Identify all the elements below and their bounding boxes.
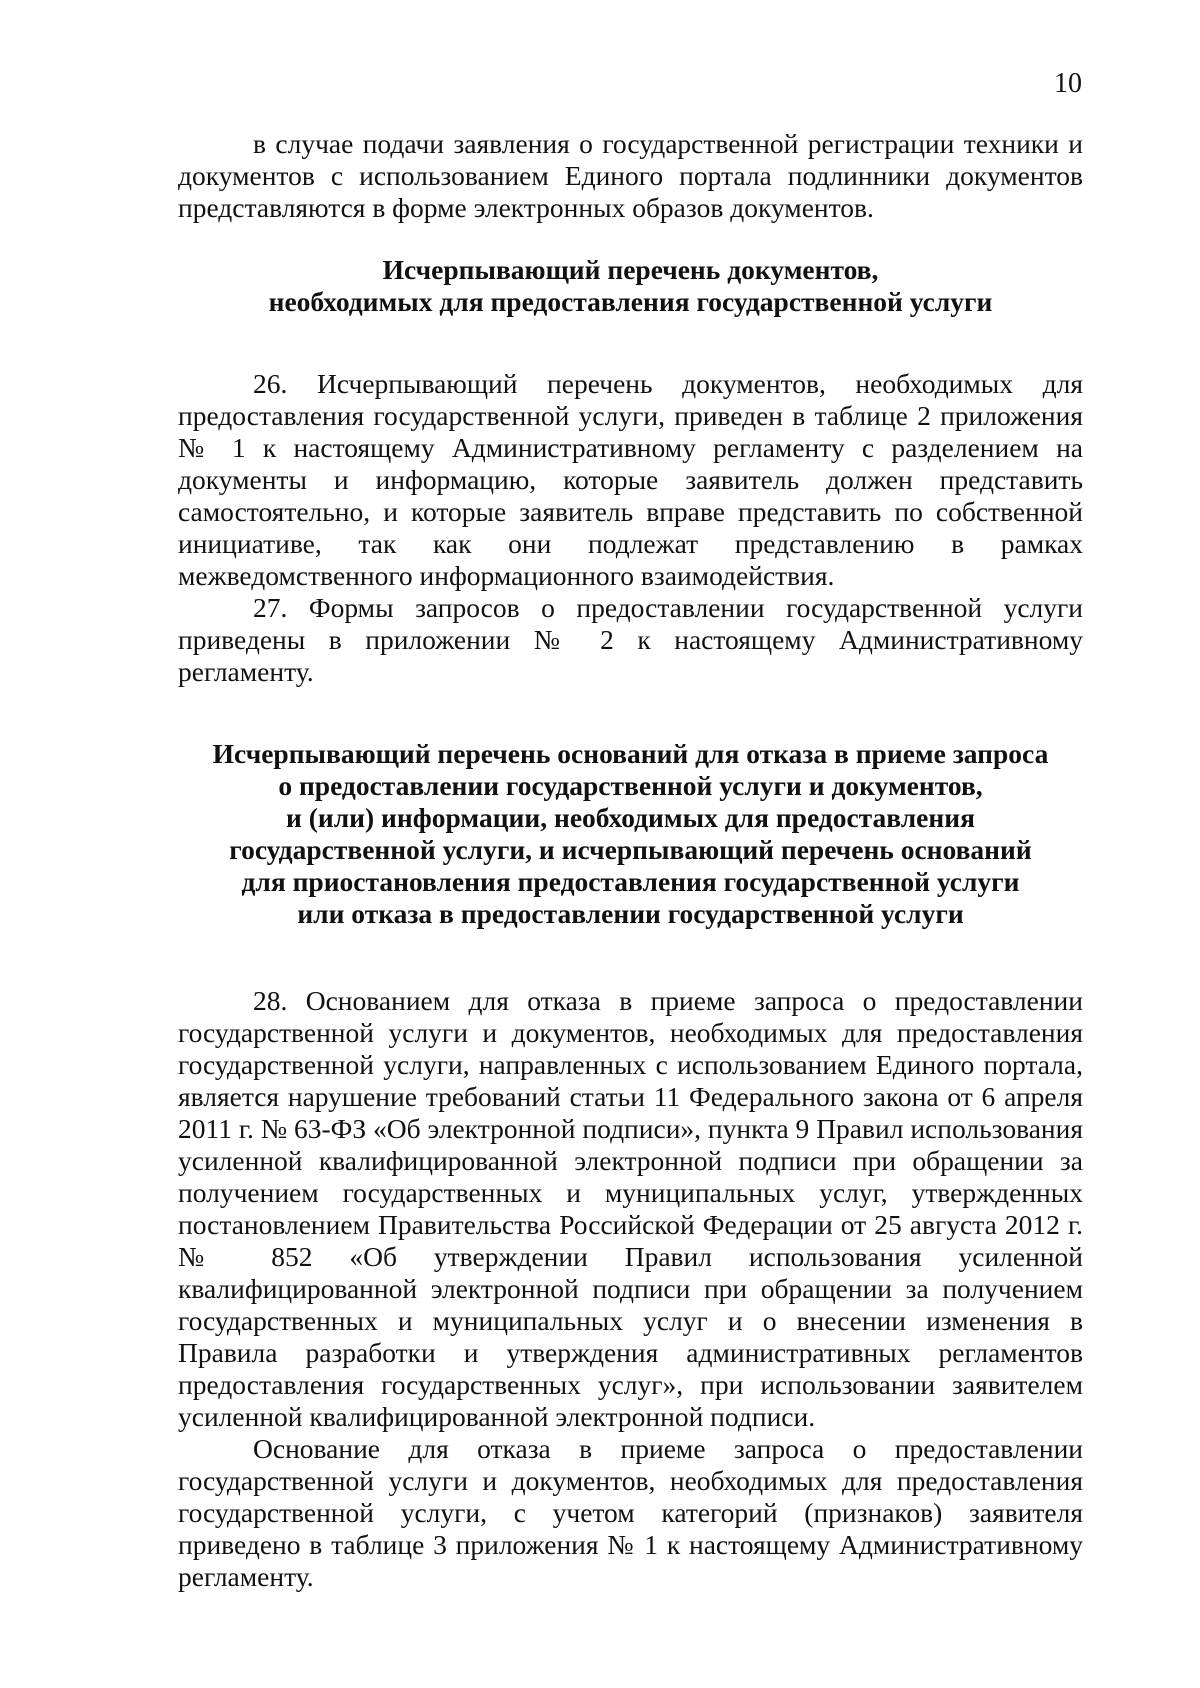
intro-paragraph: в случае подачи заявления о государственной регистрации техники и документов с использованием Единого портала подлинники документов представляются в форме электронных образов документов. bbox=[178, 128, 1083, 223]
document-body bbox=[178, 128, 1083, 1593]
paragraph-28: 28. Основанием для отказа в приеме запроса о предоставлении государственной услуги и документов, необходимых для предоставления государственной услуги, направленных с использованием Единого портала, является нарушение требований статьи 11 Федерального закона от 6 апреля 2011 г. № 63-ФЗ «Об электронной подписи», пункта 9 Правил использования усиленной квалифицированной электронной подписи при обращении за получением государственных и муниципальных услуг, утвержденных постановлением Правительства Российской Федерации от 25 августа 2012 г. № 852 «Об утверждении Правил использования усиленной квалифицированной электронной подписи при обращении за получением государственных и муниципальных услуг и о внесении изменения в Правила разработки и утверждения административных регламентов предоставления государственных услуг», при использовании заявителем усиленной квалифицированной электронной подписи. bbox=[178, 985, 1083, 1432]
paragraph-26: 26. Исчерпывающий перечень документов, необходимых для предоставления государственной услуги, приведен в таблице 2 приложения № 1 к настоящему Административному регламенту с разделением на документы и информацию, которые заявитель должен представить самостоятельно, и которые заявитель вправе представить по собственной инициативе, так как они подлежат представлению в рамках межведомственного информационного взаимодействия. bbox=[178, 368, 1083, 591]
paragraph-final: Основание для отказа в приеме запроса о предоставлении государственной услуги и документов, необходимых для предоставления государственной услуги, с учетом категорий (признаков) заявителя приведено в таблице 3 приложения № 1 к настоящему Административному регламенту. bbox=[178, 1433, 1083, 1592]
page-number: 10 bbox=[1054, 68, 1082, 99]
section-heading-documents: Исчерпывающий перечень документов, необходимых для предоставления государственной услуги bbox=[268, 254, 993, 317]
section-heading-refusal: Исчерпывающий перечень оснований для отказа в приеме запроса о предоставлении государственной услуги и документов, и (или) информации, необходимых для предоставления государственной услуги, и исчерпывающий перечень оснований для приостановления предоставления государственной услуги или отказа в предоставлении государственной услуги bbox=[212, 738, 1049, 929]
paragraph-27: 27. Формы запросов о предоставлении государственной услуги приведены в приложении № 2 к настоящему Административному регламенту. bbox=[178, 592, 1083, 687]
